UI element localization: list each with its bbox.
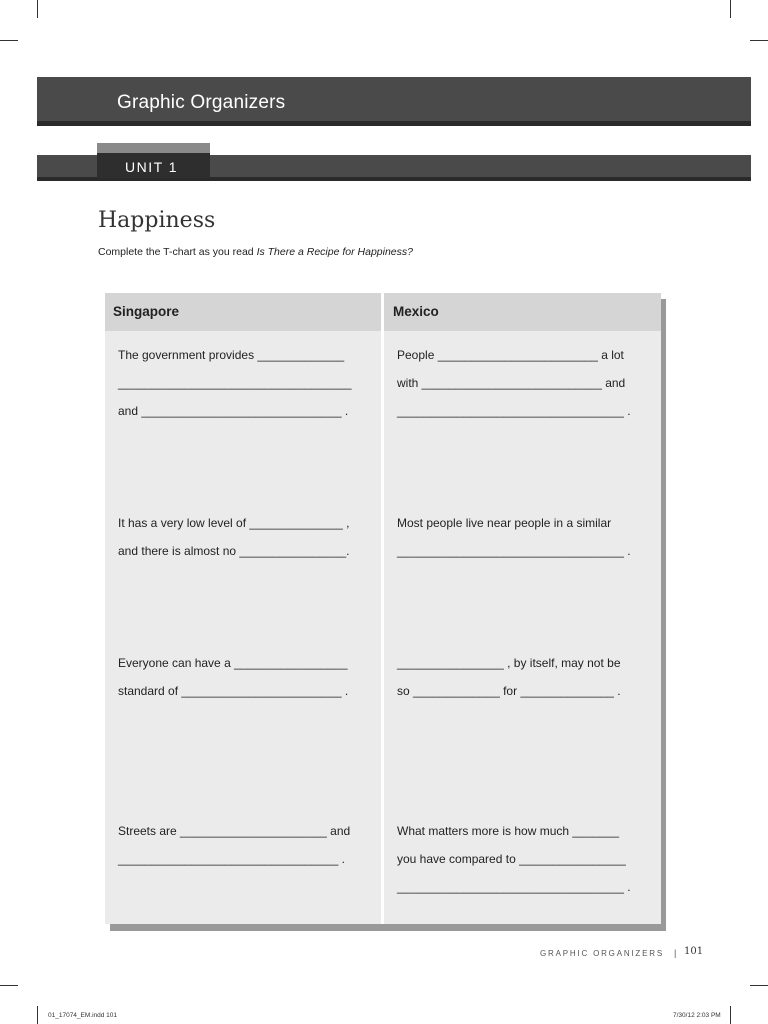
mexico-cell-2-line-2: __________________________________ .	[397, 544, 631, 558]
unit-tab-highlight	[97, 143, 210, 153]
slug-filename: 01_17074_EM.indd 101	[48, 1012, 118, 1019]
mexico-cell-4-line-2: you have compared to ________________	[397, 852, 626, 866]
tchart-heading-singapore: Singapore	[113, 304, 180, 319]
slug-timestamp: 7/30/12 2:03 PM	[673, 1012, 721, 1019]
mexico-cell-1-line-1: People ________________________ a lot	[397, 348, 624, 362]
tchart-divider	[381, 293, 384, 924]
mexico-cell-1-line-2: with ___________________________ and	[397, 376, 626, 390]
instructions-reading-title: Is There a Recipe for Happiness?	[256, 246, 413, 258]
singapore-cell-2-line-2: and there is almost no ________________.	[118, 544, 350, 558]
mexico-cell-2-line-1: Most people live near people in a similar	[397, 516, 612, 530]
crop-mark	[37, 1006, 38, 1024]
singapore-cell-4-line-2: _________________________________ .	[118, 852, 345, 866]
running-head: GRAPHIC ORGANIZERS	[540, 949, 664, 958]
tchart-heading-mexico: Mexico	[393, 304, 439, 319]
section-title: Graphic Organizers	[117, 92, 286, 113]
mexico-cell-4-line-1: What matters more is how much _______	[397, 824, 620, 838]
crop-mark	[0, 985, 18, 986]
page-title: Happiness	[98, 208, 216, 233]
mexico-cell-1-line-3: __________________________________ .	[397, 404, 631, 418]
singapore-cell-1-line-1: The government provides _____________	[118, 348, 345, 362]
mexico-cell-3-line-2: so _____________ for ______________ .	[397, 684, 621, 698]
page-number: 101	[684, 946, 704, 957]
crop-mark	[0, 40, 18, 41]
singapore-cell-1-line-2: ___________________________________	[118, 376, 352, 390]
section-banner-rule	[37, 121, 751, 126]
instructions	[98, 246, 413, 258]
mexico-cell-4-line-3: __________________________________ .	[397, 880, 631, 894]
instructions-text: Complete the T-chart as you read	[98, 246, 257, 258]
crop-mark	[730, 1006, 731, 1024]
crop-mark	[750, 40, 768, 41]
crop-mark	[750, 985, 768, 986]
mexico-cell-3-line-1: ________________ , by itself, may not be	[397, 656, 621, 670]
singapore-cell-4-line-1: Streets are ______________________ and	[118, 824, 351, 838]
singapore-cell-2-line-1: It has a very low level of ______________ ,	[118, 516, 350, 530]
singapore-cell-3-line-2: standard of ________________________ .	[118, 684, 349, 698]
singapore-cell-3-line-1: Everyone can have a _________________	[118, 656, 348, 670]
singapore-cell-1-line-3: and ______________________________ .	[118, 404, 349, 418]
tchart	[105, 293, 661, 924]
crop-mark	[37, 0, 38, 18]
unit-label: UNIT 1	[125, 159, 179, 175]
crop-mark	[730, 0, 731, 18]
running-head-separator: |	[674, 948, 677, 958]
